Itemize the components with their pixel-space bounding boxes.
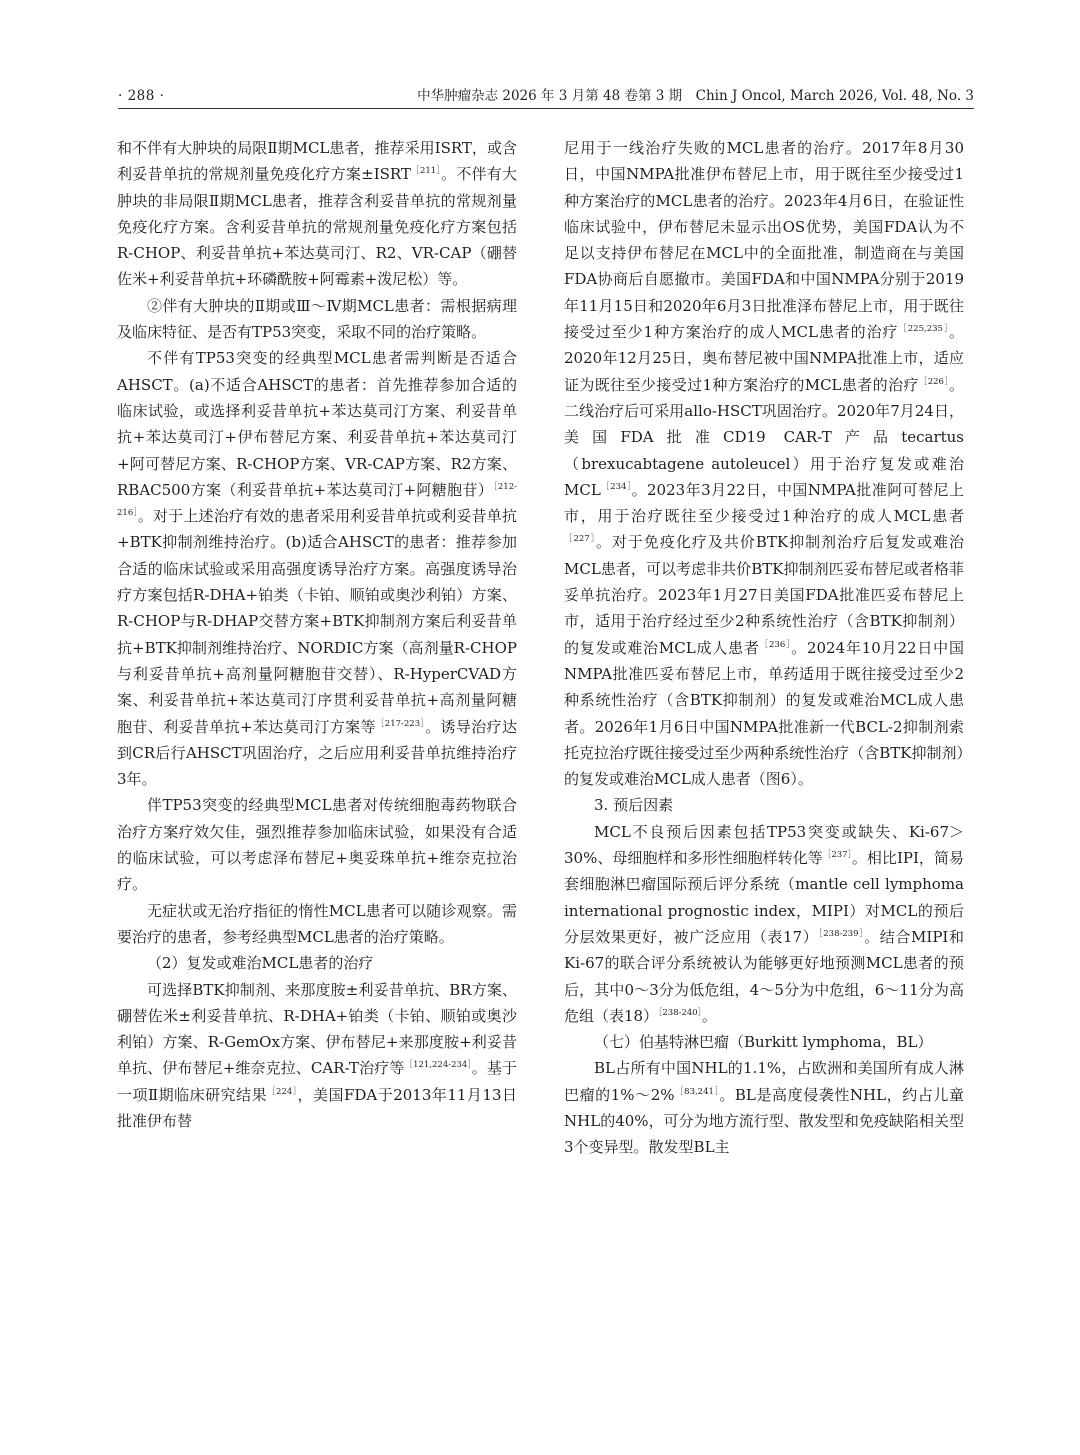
page-number: · 288 · — [118, 88, 165, 104]
paragraph: 可选择BTK抑制剂、来那度胺±利妥昔单抗、BR方案、硼替佐米±利妥昔单抗、R-DHA+铂类（卡铂、顺铂或奥沙利铂）方案、R-GemOx方案、伊布替尼+来那度胺+利妥昔单抗、伊布替尼+维奈克拉、CAR-T治疗等$^{[121,224-234]}$。基于一项Ⅱ期临床研究结果$^{[224]}$，美国FDA于2013年11月13日批准伊布替 — [117, 980, 517, 1130]
paragraph: ②伴有大肿块的Ⅱ期或Ⅲ～Ⅳ期MCL患者：需根据病理及临床特征、是否有TP53突变，采取不同的治疗策略。 — [117, 296, 517, 342]
paragraph: 和不伴有大肿块的局限Ⅱ期MCL患者，推荐采用ISRT，或含利妥昔单抗的常规剂量免疫化疗方案±ISRT$^{[211]}$。不伴有大肿块的非局限Ⅱ期MCL患者，推荐含利妥昔单抗的常规剂量免疫化疗方案。含利妥昔单抗的常规剂量免疫化疗方案包括R-CHOP、利妥昔单抗+苯达莫司汀、R2、VR-CAP（硼替佐米+利妥昔单抗+环磷酰胺+阿霉素+泼尼松）等。 — [117, 139, 517, 289]
paragraph: 无症状或无治疗指征的惰性MCL患者可以随诊观察。需要治疗的患者，参考经典型MCL患者的治疗策略。 — [117, 901, 517, 946]
page-header — [118, 86, 974, 109]
paragraph: 尼用于一线治疗失败的MCL患者的治疗。2017年8月30日，中国NMPA批准伊布替尼上市，用于既往至少接受过1种方案治疗的MCL患者的治疗。2023年4月6日，在验证性临床试验中，伊布替尼未显示出OS优势，美国FDA认为不足以支持伊布替尼在MCL中的全面批准，制造商在与美国FDA协商后自愿撤市。美国FDA和中国NMPA分别于2019年11月15日和2020年6月3日批准泽布替尼上市，用于既往接受过至少1种方案治疗的成人MCL患者的治疗$^{[225,235]}$。2020年12月25日，奥布替尼被中国NMPA批准上市，适应证为既往至少接受过1种方案治疗的MCL患者的治疗$^{[226]}$。二线治疗后可采用allo-HSCT巩固治疗。2020年7月24日，美国FDA批准CD19 CAR-T产品tecartus（brexucabtagene autoleucel）用于治疗复发或难治MCL$^{[234]}$。2023年3月22日，中国NMPA批准阿可替尼上市，用于治疗既往至少接受过1种治疗的成人MCL患者$^{[227]}$。对于免疫化疗及共价BTK抑制剂治疗后复发或难治MCL患者，可以考虑非共价BTK抑制剂匹妥布替尼或者格菲妥单抗治疗。2023年1月27日美国FDA批准匹妥布替尼上市，适用于治疗经过至少2种系统性治疗（含BTK抑制剂）的复发或难治MCL成人患者$^{[236]}$。2024年10月22日中国NMPA批准匹妥布替尼上市，单药适用于既往接受过至少2种系统性治疗（含BTK抑制剂）的复发或难治MCL成人患者。2026年1月6日中国NMPA批准新一代BCL-2抑制剂索托克拉治疗既往接受过至少两种系统性治疗（含BTK抑制剂）的复发或难治MCL成人患者（图6）。 — [564, 139, 964, 789]
citation-ref[interactable]: ［121,224-234］ — [404, 1060, 472, 1071]
right-column — [564, 135, 964, 1161]
citation-ref[interactable]: ［238-239］ — [818, 928, 865, 939]
citation-ref[interactable]: ［226］ — [918, 376, 949, 387]
left-column — [117, 135, 517, 1134]
citation-ref[interactable]: ［83,241］ — [674, 1086, 720, 1097]
paragraph: BL占所有中国NHL的1.1%，占欧洲和美国所有成人淋巴瘤的1%～2%$^{[83,241]}$。BL是高度侵袭性NHL，约占儿童NHL的40%，可分为地方流行型、散发型和免疫缺陷相关型3个变异型。散发型BL主 — [564, 1059, 964, 1157]
paragraph: 不伴有TP53突变的经典型MCL患者需判断是否适合AHSCT。(a)不适合AHSCT的患者：首先推荐参加合适的临床试验，或选择利妥昔单抗+苯达莫司汀方案、利妥昔单抗+苯达莫司汀+伊布替尼方案、利妥昔单抗+苯达莫司汀+阿可替尼方案、R-CHOP方案、VR-CAP方案、R2方案、RBAC500方案（利妥昔单抗+苯达莫司汀+阿糖胞苷）$^{[212-216]}$。对于上述治疗有效的患者采用利妥昔单抗或利妥昔单抗+BTK抑制剂维持治疗。(b)适合AHSCT的患者：推荐参加合适的临床试验或采用高强度诱导治疗方案。高强度诱导治疗方案包括R-DHA+铂类（卡铂、顺铂或奥沙利铂）方案、R-CHOP与R-DHAP交替方案+BTK抑制剂方案后利妥昔单抗+BTK抑制剂维持治疗、NORDIC方案（高剂量R-CHOP与利妥昔单抗+高剂量阿糖胞苷交替）、R-HyperCVAD方案、利妥昔单抗+苯达莫司汀序贯利妥昔单抗+高剂量阿糖胞苷、利妥昔单抗+苯达莫司汀方案等$^{[217-223]}$。诱导治疗达到CR后行AHSCT巩固治疗，之后应用利妥昔单抗维持治疗3年。 — [117, 349, 517, 789]
citation-ref[interactable]: ［234］ — [600, 481, 632, 492]
citation-ref[interactable]: ［217-223］ — [375, 718, 426, 729]
journal-citation: 中华肿瘤杂志 2026 年 3 月第 48 卷第 3 期 Chin J Oncol, March 2026, Vol. 48, No. 3 — [417, 88, 974, 104]
section-heading: （七）伯基特淋巴瘤（Burkitt lymphoma，BL） — [594, 1033, 933, 1052]
paragraph: 伴TP53突变的经典型MCL患者对传统细胞毒药物联合治疗方案疗效欠佳，强烈推荐参加临床试验，如果没有合适的临床试验，可以考虑泽布替尼+奥妥珠单抗+维奈克拉治疗。 — [117, 796, 517, 894]
citation-ref[interactable]: ［237］ — [822, 850, 852, 861]
citation-ref[interactable]: ［236］ — [759, 639, 792, 650]
paragraph: MCL不良预后因素包括TP53突变或缺失、Ki-67＞30%、母细胞样和多形性细胞样转化等$^{[237]}$。相比IPI，简易套细胞淋巴瘤国际预后评分系统（mantle cell lymphoma international prognostic index，MIPI）对MCL的预后分层效果更好，被广泛应用（表17）$^{[238-239]}$。结合MIPI和Ki-67的联合评分系统被认为能够更好地预测MCL患者的预后，其中0～3分为低危组，4～5分为中危组，6～11分为高危组（表18）$^{[238-240]}$。 — [564, 822, 964, 1025]
citation-ref[interactable]: ［211］ — [410, 166, 441, 177]
citation-ref[interactable]: ［212-216］ — [117, 481, 517, 519]
citation-ref[interactable]: ［227］ — [564, 534, 596, 545]
citation-ref[interactable]: ［225,235］ — [898, 324, 949, 335]
citation-ref[interactable]: ［238-240］ — [658, 1007, 702, 1018]
citation-ref[interactable]: ［224］ — [267, 1086, 298, 1097]
section-heading: （2）复发或难治MCL患者的治疗 — [147, 954, 374, 973]
section-heading: 3. 预后因素 — [594, 796, 674, 815]
